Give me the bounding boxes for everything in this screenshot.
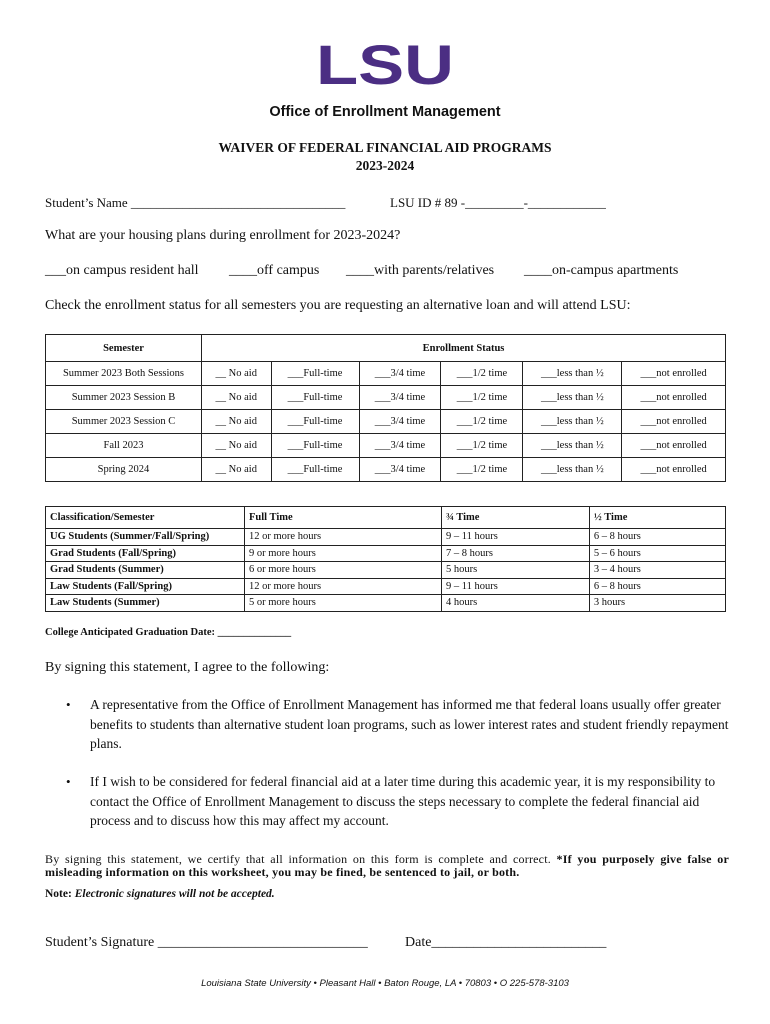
note-text: Electronic signatures will not be accepted. bbox=[74, 888, 275, 900]
option-less-than-half[interactable]: ___less than ½ bbox=[523, 362, 622, 386]
three-quarter-cell: 4 hours bbox=[442, 595, 590, 612]
table-row bbox=[46, 578, 726, 595]
certification-warning: *If you purposely give false or misleading information on this worksheet, you may be fined, be sentenced to jail, or both. bbox=[45, 852, 730, 879]
header-half-time: ½ Time bbox=[589, 507, 725, 529]
semester-cell: Fall 2023 bbox=[46, 434, 202, 458]
half-time-cell: 6 – 8 hours bbox=[589, 578, 725, 595]
note-label: Note: bbox=[45, 888, 72, 900]
table-row bbox=[46, 362, 726, 386]
option-half-time[interactable]: ___1/2 time bbox=[441, 386, 523, 410]
option-three-quarter-time[interactable]: ___3/4 time bbox=[359, 434, 441, 458]
table-row bbox=[46, 529, 726, 546]
full-time-cell: 12 or more hours bbox=[245, 578, 442, 595]
check-instruction: Check the enrollment status for all semesters you are requesting an alternative loan and will attend LSU: bbox=[45, 298, 631, 313]
option-no-aid[interactable]: __ No aid bbox=[202, 434, 272, 458]
semester-cell: Summer 2023 Session C bbox=[46, 410, 202, 434]
option-half-time[interactable]: ___1/2 time bbox=[441, 458, 523, 482]
housing-option-on-campus[interactable]: ___on campus resident hall bbox=[45, 263, 199, 278]
half-time-cell: 3 hours bbox=[589, 595, 725, 612]
header-three-quarter-time: ¾ Time bbox=[442, 507, 590, 529]
option-three-quarter-time[interactable]: ___3/4 time bbox=[359, 362, 441, 386]
certification-statement bbox=[45, 853, 729, 879]
option-no-aid[interactable]: __ No aid bbox=[202, 410, 272, 434]
classification-cell: Law Students (Summer) bbox=[46, 595, 245, 612]
header-classification: Classification/Semester bbox=[46, 507, 245, 529]
half-time-cell: 5 – 6 hours bbox=[589, 545, 725, 562]
three-quarter-cell: 9 – 11 hours bbox=[442, 578, 590, 595]
housing-question: What are your housing plans during enrollment for 2023-2024? bbox=[45, 228, 401, 243]
full-time-cell: 9 or more hours bbox=[245, 545, 442, 562]
table-row bbox=[46, 545, 726, 562]
housing-option-with-parents[interactable]: ____with parents/relatives bbox=[346, 263, 495, 278]
option-half-time[interactable]: ___1/2 time bbox=[441, 362, 523, 386]
three-quarter-cell: 9 – 11 hours bbox=[442, 529, 590, 546]
option-three-quarter-time[interactable]: ___3/4 time bbox=[359, 386, 441, 410]
option-less-than-half[interactable]: ___less than ½ bbox=[523, 434, 622, 458]
three-quarter-cell: 5 hours bbox=[442, 562, 590, 579]
lsu-id-field[interactable]: LSU ID # 89 -_________-____________ bbox=[390, 195, 606, 210]
option-not-enrolled[interactable]: ___not enrolled bbox=[622, 434, 726, 458]
table-row bbox=[46, 595, 726, 612]
bullet-glyph: • bbox=[66, 774, 71, 789]
option-less-than-half[interactable]: ___less than ½ bbox=[523, 386, 622, 410]
graduation-date-field[interactable]: College Anticipated Graduation Date: ______________ bbox=[45, 627, 292, 638]
option-no-aid[interactable]: __ No aid bbox=[202, 458, 272, 482]
option-no-aid[interactable]: __ No aid bbox=[202, 362, 272, 386]
option-full-time[interactable]: ___Full-time bbox=[271, 362, 359, 386]
footer-address: Louisiana State University • Pleasant Hall • Baton Rouge, LA • 70803 • O 225-578-3103 bbox=[201, 978, 569, 989]
option-full-time[interactable]: ___Full-time bbox=[271, 386, 359, 410]
option-less-than-half[interactable]: ___less than ½ bbox=[523, 410, 622, 434]
table-row bbox=[46, 410, 726, 434]
office-name: Office of Enrollment Management bbox=[269, 104, 501, 120]
date-field[interactable]: Date_________________________ bbox=[405, 935, 607, 950]
table-row bbox=[46, 458, 726, 482]
option-three-quarter-time[interactable]: ___3/4 time bbox=[359, 458, 441, 482]
option-not-enrolled[interactable]: ___not enrolled bbox=[622, 458, 726, 482]
agree-intro: By signing this statement, I agree to the following: bbox=[45, 660, 330, 675]
semester-cell: Summer 2023 Both Sessions bbox=[46, 362, 202, 386]
option-less-than-half[interactable]: ___less than ½ bbox=[523, 458, 622, 482]
option-not-enrolled[interactable]: ___not enrolled bbox=[622, 362, 726, 386]
semester-cell: Summer 2023 Session B bbox=[46, 386, 202, 410]
option-half-time[interactable]: ___1/2 time bbox=[441, 434, 523, 458]
semester-cell: Spring 2024 bbox=[46, 458, 202, 482]
classification-cell: Grad Students (Fall/Spring) bbox=[46, 545, 245, 562]
signature-field[interactable]: Student’s Signature ______________________________ bbox=[45, 935, 368, 950]
option-three-quarter-time[interactable]: ___3/4 time bbox=[359, 410, 441, 434]
three-quarter-cell: 7 – 8 hours bbox=[442, 545, 590, 562]
table-row bbox=[46, 386, 726, 410]
option-full-time[interactable]: ___Full-time bbox=[271, 458, 359, 482]
lsu-logo bbox=[315, 40, 455, 88]
form-title: WAIVER OF FEDERAL FINANCIAL AID PROGRAMS bbox=[218, 140, 552, 155]
option-half-time[interactable]: ___1/2 time bbox=[441, 410, 523, 434]
header-enrollment-status: Enrollment Status bbox=[202, 335, 726, 362]
form-year: 2023-2024 bbox=[355, 158, 415, 173]
table-row bbox=[46, 434, 726, 458]
header-semester: Semester bbox=[46, 335, 202, 362]
bullet-federal-loans: A representative from the Office of Enrollment Management has informed me that federal loans usually offer greater benefits to students than alternative student loan programs, such as lower interest rates and student friendly repayment plans. bbox=[90, 697, 729, 751]
note bbox=[45, 888, 275, 900]
classification-cell: Grad Students (Summer) bbox=[46, 562, 245, 579]
housing-option-off-campus[interactable]: ____off campus bbox=[229, 263, 320, 278]
option-full-time[interactable]: ___Full-time bbox=[271, 410, 359, 434]
half-time-cell: 3 – 4 hours bbox=[589, 562, 725, 579]
option-not-enrolled[interactable]: ___not enrolled bbox=[622, 386, 726, 410]
housing-option-apartments[interactable]: ____on-campus apartments bbox=[524, 263, 679, 278]
lsu-logo-text: LSU bbox=[316, 40, 454, 88]
classification-cell: Law Students (Fall/Spring) bbox=[46, 578, 245, 595]
full-time-cell: 6 or more hours bbox=[245, 562, 442, 579]
bullet-glyph: • bbox=[66, 697, 71, 712]
option-no-aid[interactable]: __ No aid bbox=[202, 386, 272, 410]
table-row bbox=[46, 562, 726, 579]
table-header-row bbox=[46, 507, 726, 529]
bullet-responsibility: If I wish to be considered for federal financial aid at a later time during this academic year, it is my responsibility to contact the Office of Enrollment Management to discuss the steps necessary to complete the federal financial aid process and to discuss how this may affect my account. bbox=[90, 774, 716, 828]
certification-plain: By signing this statement, we certify that all information on this form is complete and correct. bbox=[45, 852, 551, 866]
header-full-time: Full Time bbox=[245, 507, 442, 529]
full-time-cell: 5 or more hours bbox=[245, 595, 442, 612]
half-time-cell: 6 – 8 hours bbox=[589, 529, 725, 546]
option-full-time[interactable]: ___Full-time bbox=[271, 434, 359, 458]
classification-cell: UG Students (Summer/Fall/Spring) bbox=[46, 529, 245, 546]
full-time-cell: 12 or more hours bbox=[245, 529, 442, 546]
enrollment-status-table bbox=[45, 334, 726, 482]
option-not-enrolled[interactable]: ___not enrolled bbox=[622, 410, 726, 434]
classification-table bbox=[45, 506, 726, 612]
student-name-field[interactable]: Student’s Name _________________________________ bbox=[45, 195, 346, 210]
